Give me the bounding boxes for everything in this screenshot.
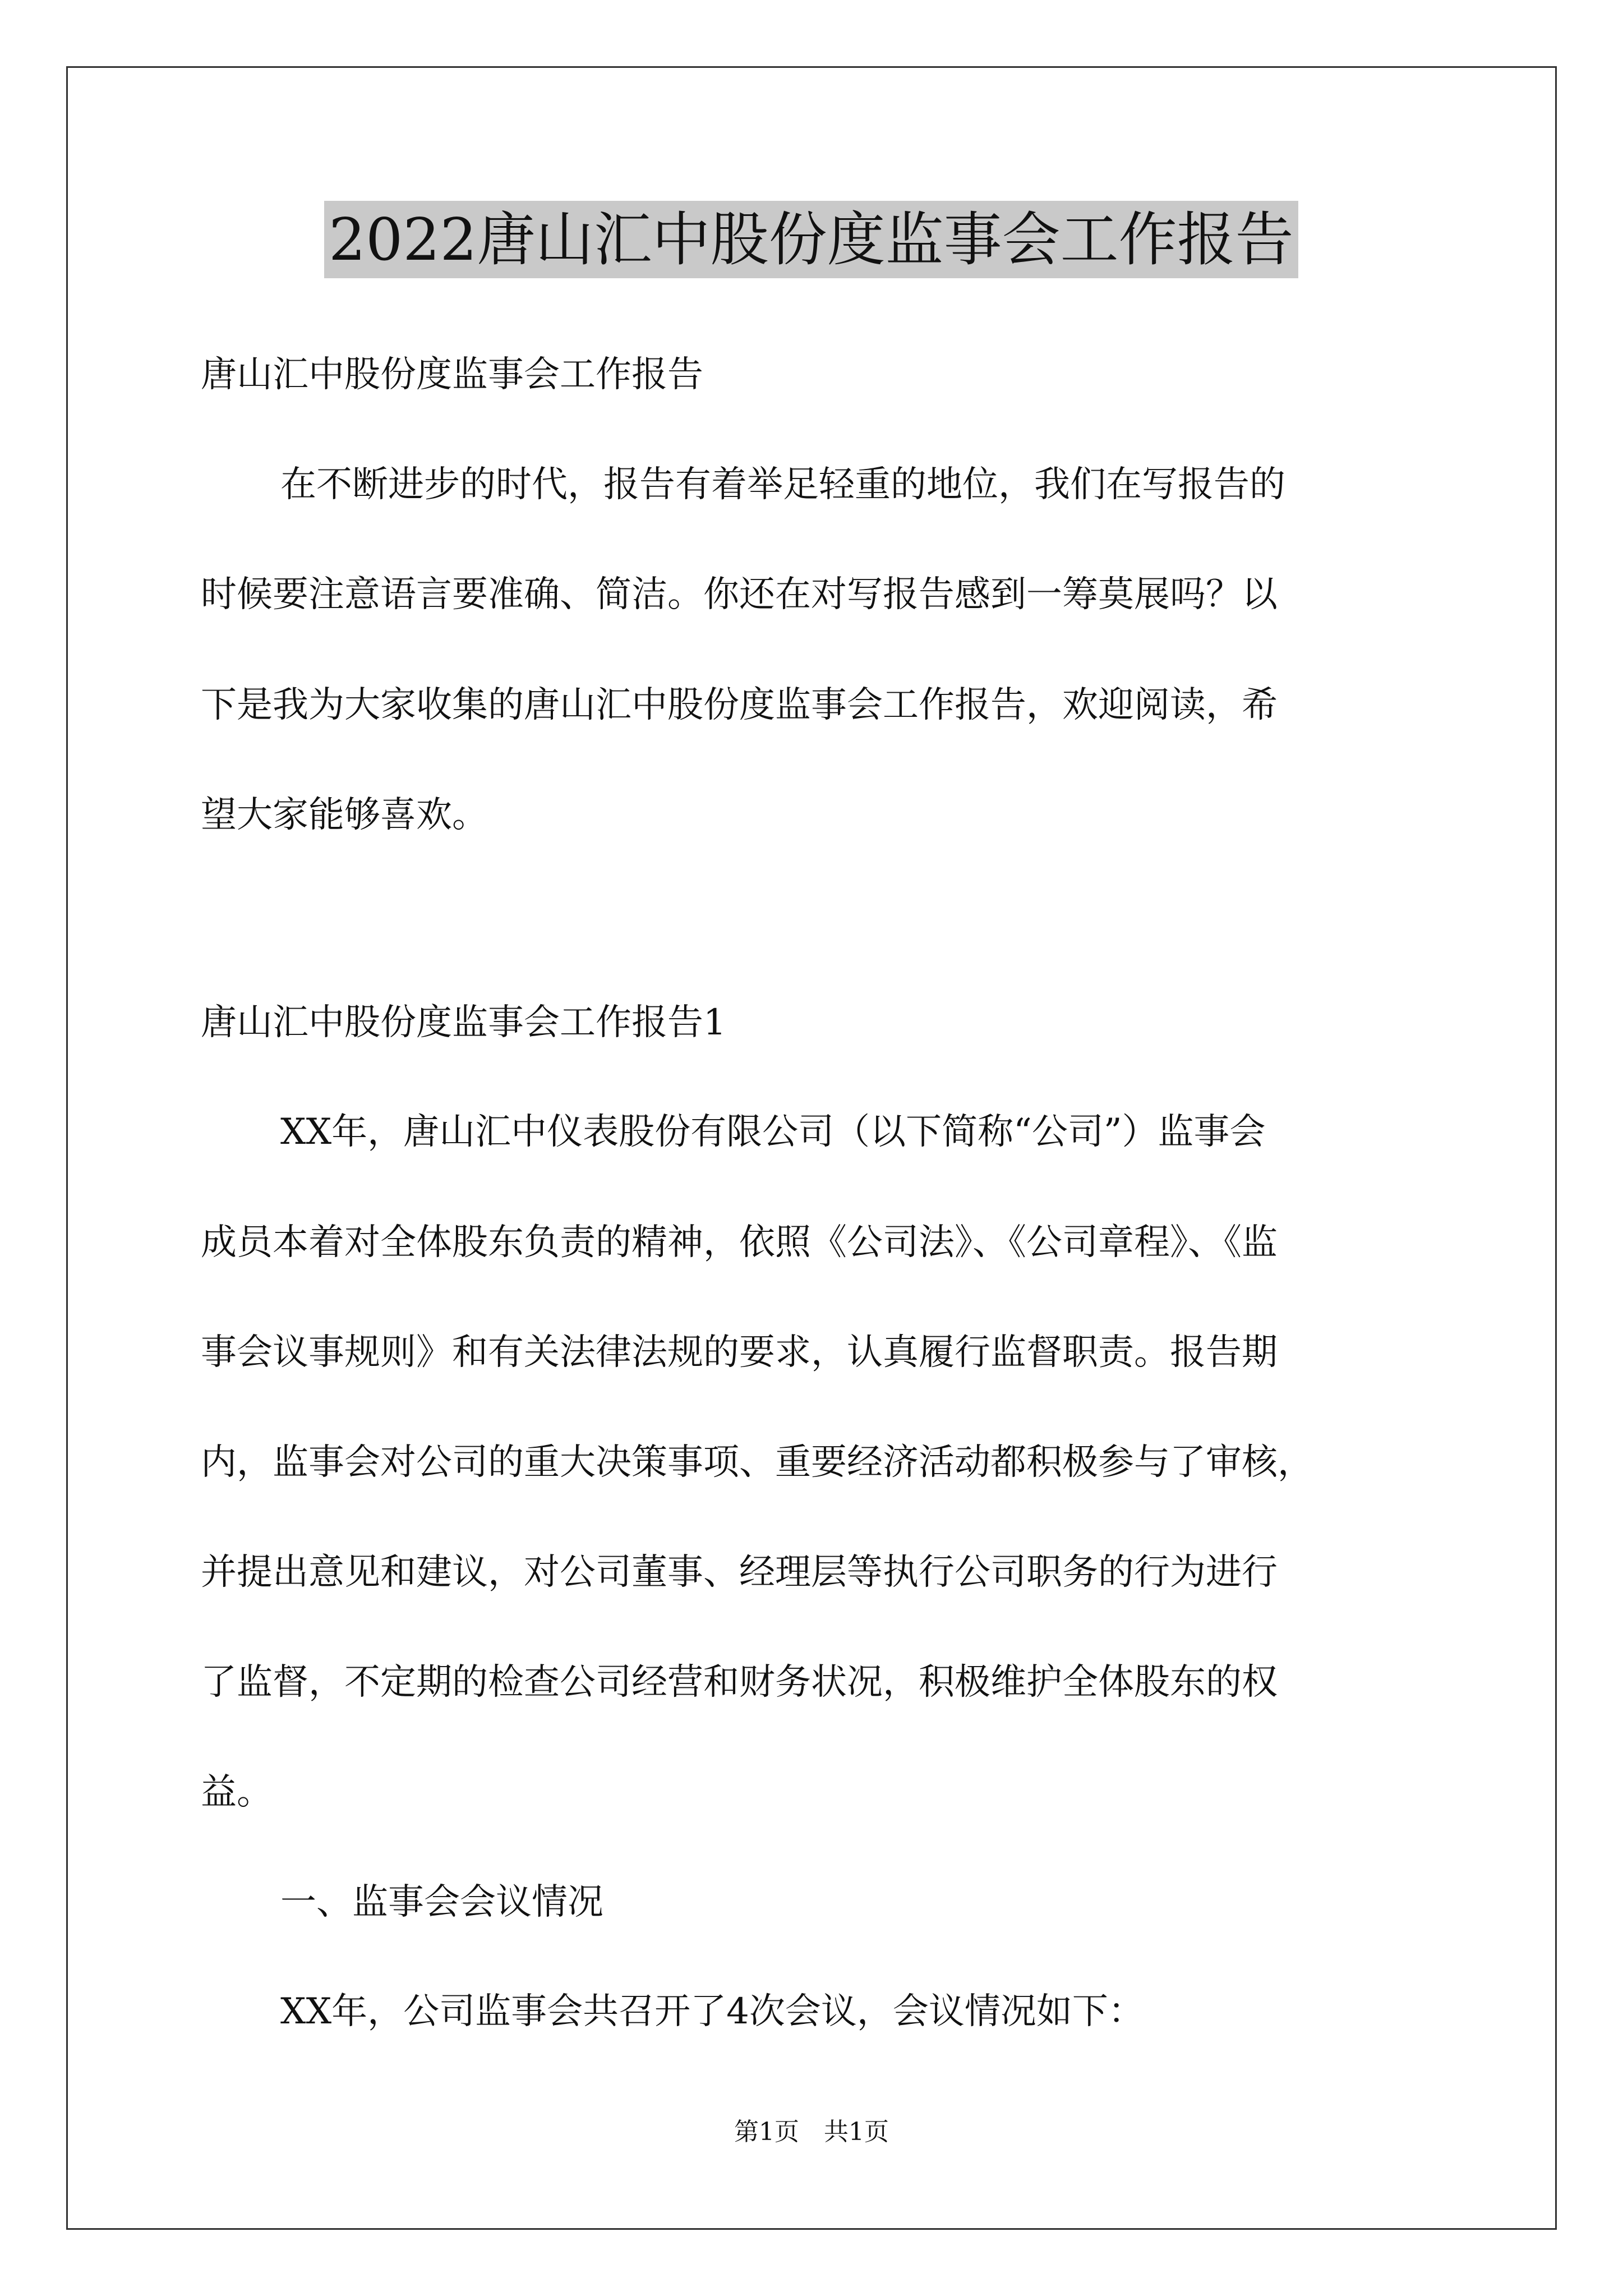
report1-paragraph-line: 了监督，不定期的检查公司经营和财务状况，积极维护全体股东的权 <box>201 1662 1278 1703</box>
document-title: 2022唐山汇中股份度监事会工作报告 <box>324 201 1298 278</box>
report1-paragraph-line: XX年，唐山汇中仪表股份有限公司（以下简称“公司”）监事会 <box>280 1111 1266 1153</box>
intro-paragraph-line: 望大家能够喜欢。 <box>201 794 488 836</box>
report1-paragraph-line: 事会议事规则》和有关法律法规的要求，认真履行监督职责。报告期 <box>201 1332 1278 1373</box>
intro-paragraph-line: 在不断进步的时代，报告有着举足轻重的地位，我们在写报告的 <box>280 464 1285 505</box>
report1-heading: 唐山汇中股份度监事会工作报告1 <box>201 1002 726 1043</box>
report1-paragraph-line: 益。 <box>201 1772 273 1813</box>
report1-paragraph-line: 成员本着对全体股东负责的精神，依照《公司法》、《公司章程》、《监 <box>201 1222 1278 1263</box>
report1-paragraph-line: 内，监事会对公司的重大决策事项、重要经济活动都积极参与了审核， <box>201 1442 1313 1483</box>
intro-paragraph-line: 下是我为大家收集的唐山汇中股份度监事会工作报告，欢迎阅读，希 <box>201 684 1278 726</box>
report1-paragraph-line: 并提出意见和建议，对公司董事、经理层等执行公司职务的行为进行 <box>201 1552 1278 1593</box>
section1-paragraph-line: XX年，公司监事会共召开了4次会议，会议情况如下： <box>280 1991 1144 2032</box>
intro-paragraph-line: 时候要注意语言要准确、简洁。你还在对写报告感到一筹莫展吗？以 <box>201 574 1278 615</box>
section1-heading: 一、监事会会议情况 <box>280 1881 603 1923</box>
page-number-footer: 第1页 共1页 <box>734 2118 889 2146</box>
intro-heading: 唐山汇中股份度监事会工作报告 <box>201 354 703 395</box>
